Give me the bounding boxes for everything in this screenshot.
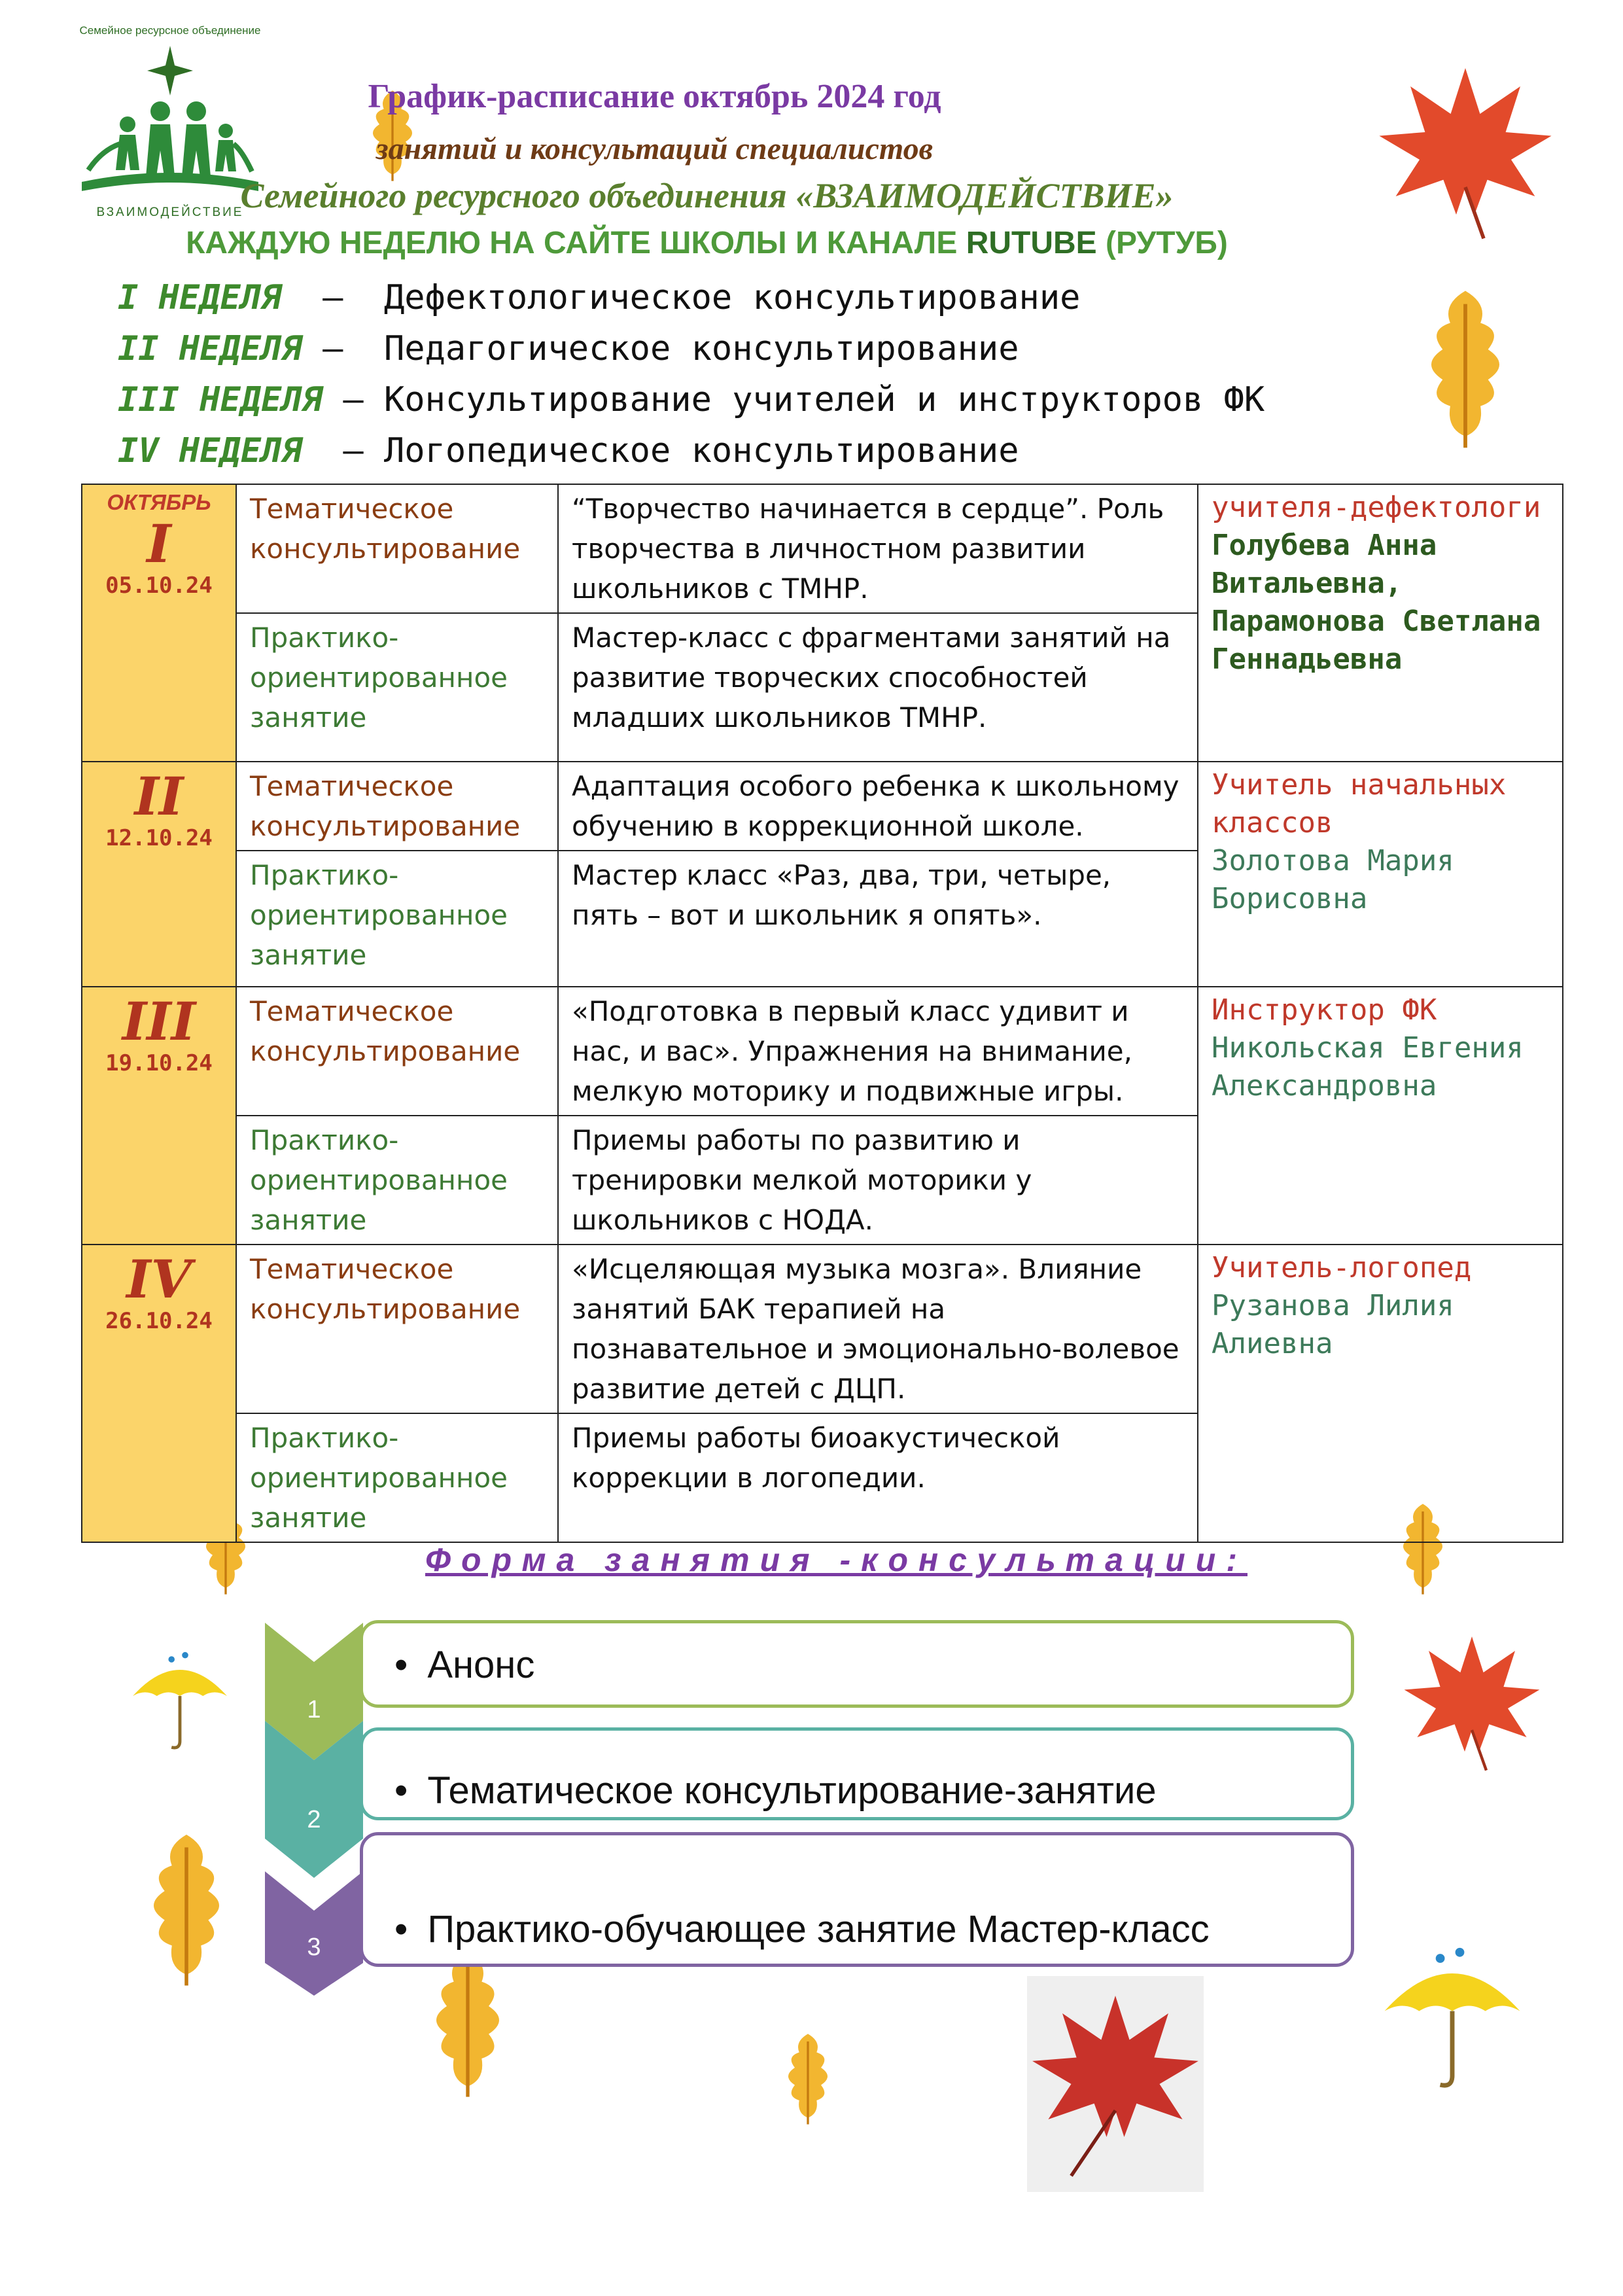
specialist-role: Учитель начальных классов: [1212, 768, 1507, 839]
logo-bottom-text: ВЗАИМОДЕЙСТВИЕ: [96, 205, 244, 219]
maple-leaf-photo: [1027, 1976, 1204, 2192]
maple-leaf-red-icon: [1027, 1976, 1204, 2192]
table-row: [82, 987, 1563, 1116]
week-number: II: [134, 766, 184, 827]
week-date: 12.10.24: [105, 825, 213, 851]
title-line-4-rutube: RUTUBE: [966, 226, 1097, 260]
week-cell: [82, 762, 236, 987]
week-number: I: [147, 513, 171, 574]
week-topic: Педагогическое консультирование: [384, 329, 1019, 368]
session-description: Мастер класс «Раз, два, три, четыре, пять – вот и школьник я опять».: [558, 851, 1198, 987]
title-line-4-a: КАЖДУЮ НЕДЕЛЮ НА САЙТЕ ШКОЛЫ И КАНАЛЕ: [186, 226, 966, 260]
week-cell: [82, 987, 236, 1245]
week-date: 26.10.24: [105, 1308, 213, 1334]
step-2-box: [360, 1727, 1354, 1820]
step-3-number: 3: [307, 1934, 321, 1961]
week-number: IV: [126, 1248, 192, 1310]
oak-leaf-yellow-icon: [412, 1943, 523, 2100]
title-line-4: [0, 225, 1518, 261]
session-type: Практико-ориентированное занятие: [236, 851, 558, 987]
specialist-name: Парамонова Светлана Геннадьевна: [1212, 605, 1541, 676]
oak-leaf-yellow-icon: [124, 1826, 249, 1989]
step-2-label: Тематическое консультирование-занятие: [427, 1769, 1157, 1812]
umbrella-icon: [1367, 1943, 1537, 2094]
session-type: Практико-ориентированное занятие: [236, 613, 558, 762]
umbrella-icon: [124, 1649, 236, 1754]
week-sep: –: [302, 431, 384, 470]
session-type: Тематическое консультирование: [236, 987, 558, 1116]
specialist-name: Золотова Мария Борисовна: [1212, 844, 1454, 915]
form-heading: Форма занятия -консультации:: [425, 1542, 1248, 1578]
session-description: Адаптация особого ребенка к школьному обучению в коррекционной школе.: [558, 762, 1198, 851]
specialist-name: Рузанова Лилия Алиевна: [1212, 1289, 1454, 1360]
session-description: Мастер-класс с фрагментами занятий на развитие творческих способностей младших школьников ТМНР.: [558, 613, 1198, 762]
week-legend-2: [118, 329, 1019, 368]
oak-leaf-yellow-icon: [772, 2028, 844, 2127]
step-1-number: 1: [307, 1696, 321, 1723]
step-3-text: [394, 1907, 1210, 1951]
session-type: Практико-ориентированное занятие: [236, 1413, 558, 1542]
week-label: I НЕДЕЛЯ: [118, 278, 282, 317]
logo-top-text: Семейное ресурсное объединение: [79, 24, 261, 37]
week-number: III: [122, 991, 196, 1052]
week-label: IV НЕДЕЛЯ: [118, 431, 302, 470]
session-description: Приемы работы биоакустической коррекции в логопедии.: [558, 1413, 1198, 1542]
specialist-role: Учитель-логопед: [1212, 1251, 1472, 1284]
table-row: [82, 762, 1563, 851]
session-description: Приемы работы по развитию и тренировки мелкой моторики у школьников с НОДА.: [558, 1116, 1198, 1245]
specialist-cell: [1198, 1245, 1563, 1542]
step-1-box: [360, 1620, 1354, 1708]
week-topic: Дефектологическое консультирование: [384, 278, 1081, 317]
specialist-role: учителя-дефектологи: [1212, 491, 1541, 524]
specialist-name: Голубева Анна Витальевна,: [1212, 529, 1437, 600]
specialist-cell: [1198, 762, 1563, 987]
week-date: 19.10.24: [105, 1050, 213, 1076]
step-2-text: [394, 1769, 1157, 1812]
week-topic: Логопедическое консультирование: [384, 431, 1019, 470]
maple-leaf-red-icon: [1393, 1629, 1550, 1773]
week-label: III НЕДЕЛЯ: [118, 380, 323, 419]
week-cell: [82, 484, 236, 762]
week-legend-4: [118, 431, 1019, 470]
bullet: •: [394, 1769, 408, 1812]
title-line-2: занятий и консультаций специалистов: [375, 132, 934, 166]
week-date: 05.10.24: [105, 573, 213, 599]
title-line-3: Семейного ресурсного объединения «ВЗАИМОДЕЙСТВИЕ»: [240, 176, 1174, 215]
bullet: •: [394, 1908, 408, 1951]
week-legend-3: [118, 380, 1265, 419]
session-type: Тематическое консультирование: [236, 484, 558, 613]
week-sep: –: [302, 329, 384, 368]
oak-leaf-yellow-icon: [1400, 281, 1531, 451]
step-1-label: Анонс: [427, 1644, 535, 1686]
step-1-text: [394, 1643, 534, 1687]
specialist-cell: [1198, 987, 1563, 1245]
step-2-number: 2: [307, 1806, 321, 1833]
week-topic: Консультирование учителей и инструкторов ФК: [384, 380, 1265, 419]
specialist-cell: [1198, 484, 1563, 762]
month-label: ОКТЯБРЬ: [107, 490, 211, 514]
week-sep: –: [281, 278, 384, 317]
specialist-name: Никольская Евгения Александровна: [1212, 1031, 1524, 1103]
session-type: Практико-ориентированное занятие: [236, 1116, 558, 1245]
session-description: «Исцеляющая музыка мозга». Влияние занятий БАК терапией на познавательное и эмоционально-волевое развитие детей с ДЦП.: [558, 1245, 1198, 1413]
week-cell: [82, 1245, 236, 1542]
table-row: [82, 484, 1563, 613]
title-line-1: График-расписание октябрь 2024 год: [368, 78, 941, 115]
week-label: II НЕДЕЛЯ: [118, 329, 302, 368]
session-type: Тематическое консультирование: [236, 762, 558, 851]
week-legend-1: [118, 278, 1080, 317]
specialist-role: Инструктор ФК: [1212, 993, 1437, 1027]
session-type: Тематическое консультирование: [236, 1245, 558, 1413]
schedule-table: [81, 484, 1563, 1543]
session-description: «Подготовка в первый класс удивит и нас, и вас». Упражнения на внимание, мелкую моторику и подвижные игры.: [558, 987, 1198, 1116]
step-3-label: Практико-обучающее занятие Мастер-класс: [427, 1908, 1210, 1951]
title-line-4-c: (РУТУБ): [1096, 226, 1228, 260]
session-description: “Творчество начинается в сердце”. Роль творчества в личностном развитии школьников с ТМНР.: [558, 484, 1198, 613]
week-sep: –: [323, 380, 384, 419]
bullet: •: [394, 1644, 408, 1686]
table-row: [82, 1245, 1563, 1413]
step-3-box: [360, 1832, 1354, 1967]
